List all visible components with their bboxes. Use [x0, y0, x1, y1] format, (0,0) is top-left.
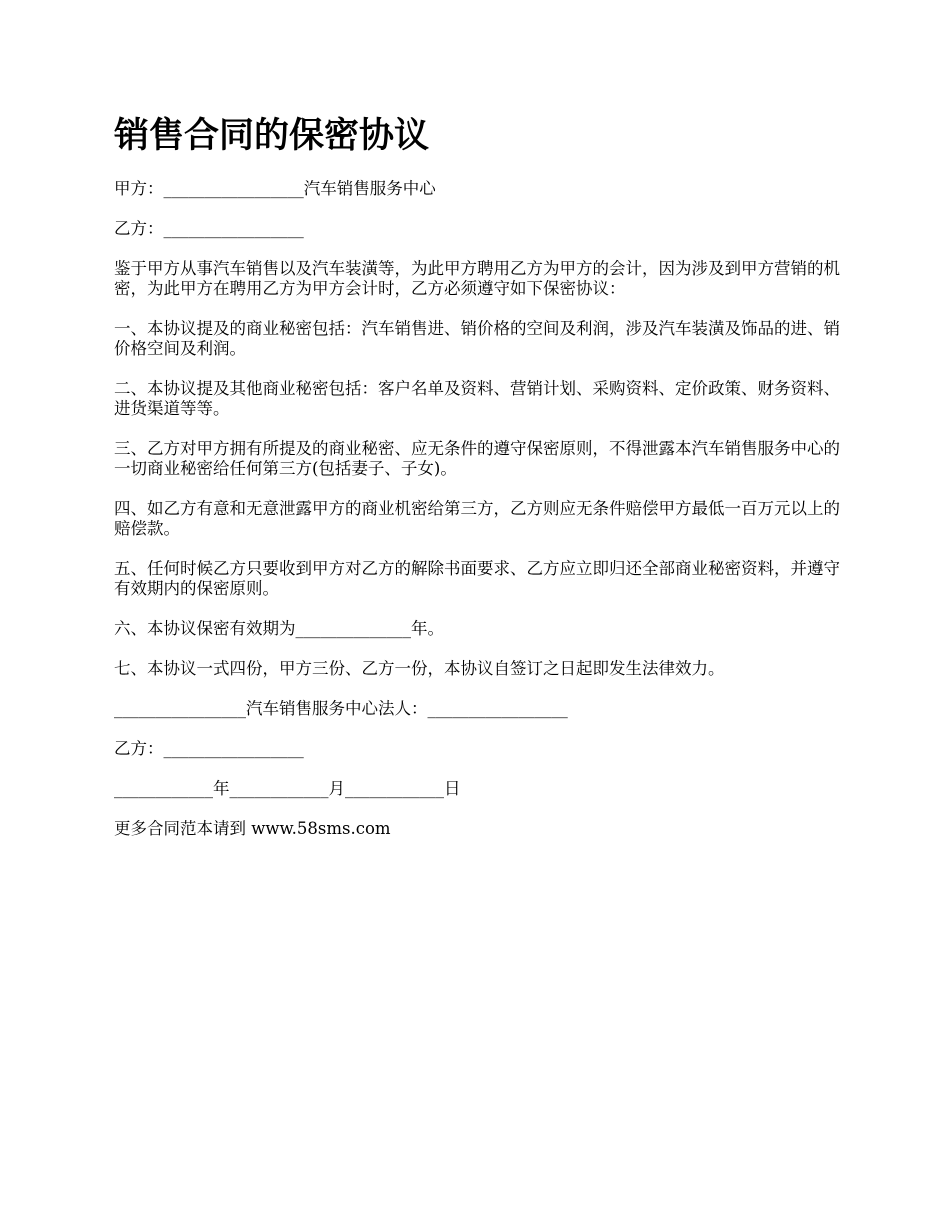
- preamble-paragraph: 鉴于甲方从事汽车销售以及汽车装潢等，为此甲方聘用乙方为甲方的会计，因为涉及到甲方营销的机密，为此甲方在聘用乙方为甲方会计时，乙方必须遵守如下保密协议：: [114, 259, 840, 298]
- document-page: [114, 112, 840, 859]
- party-a-line: 甲方：_________________汽车销售服务中心: [114, 179, 436, 198]
- clause-4: 四、如乙方有意和无意泄露甲方的商业机密给第三方，乙方则应无条件赔偿甲方最低一百万元以上的赔偿款。: [114, 499, 840, 538]
- document-title: 销售合同的保密协议: [114, 116, 430, 156]
- clause-3: 三、乙方对甲方拥有所提及的商业秘密、应无条件的遵守保密原则，不得泄露本汽车销售服务中心的一切商业秘密给任何第三方(包括妻子、子女)。: [114, 439, 840, 478]
- clause-5: 五、任何时候乙方只要收到甲方对乙方的解除书面要求、乙方应立即归还全部商业秘密资料，并遵守有效期内的保密原则。: [114, 559, 840, 598]
- clause-1: 一、本协议提及的商业秘密包括：汽车销售进、销价格的空间及利润，涉及汽车装潢及饰品的进、销价格空间及利润。: [114, 319, 840, 358]
- party-b-line: 乙方：_________________: [114, 219, 304, 238]
- clause-2: 二、本协议提及其他商业秘密包括：客户名单及资料、营销计划、采购资料、定价政策、财务资料、进货渠道等等。: [114, 379, 840, 418]
- clause-6: 六、本协议保密有效期为______________年。: [114, 619, 444, 638]
- date-line: ____________年____________月____________日: [114, 779, 461, 798]
- clause-7: 七、本协议一式四份，甲方三份、乙方一份，本协议自签订之日起即发生法律效力。: [114, 659, 725, 678]
- signature-party-a: ________________汽车销售服务中心法人：_________________: [114, 699, 568, 718]
- footer-link-text: 更多合同范本请到 www.58sms.com: [114, 819, 391, 838]
- signature-party-b: 乙方：_________________: [114, 739, 304, 758]
